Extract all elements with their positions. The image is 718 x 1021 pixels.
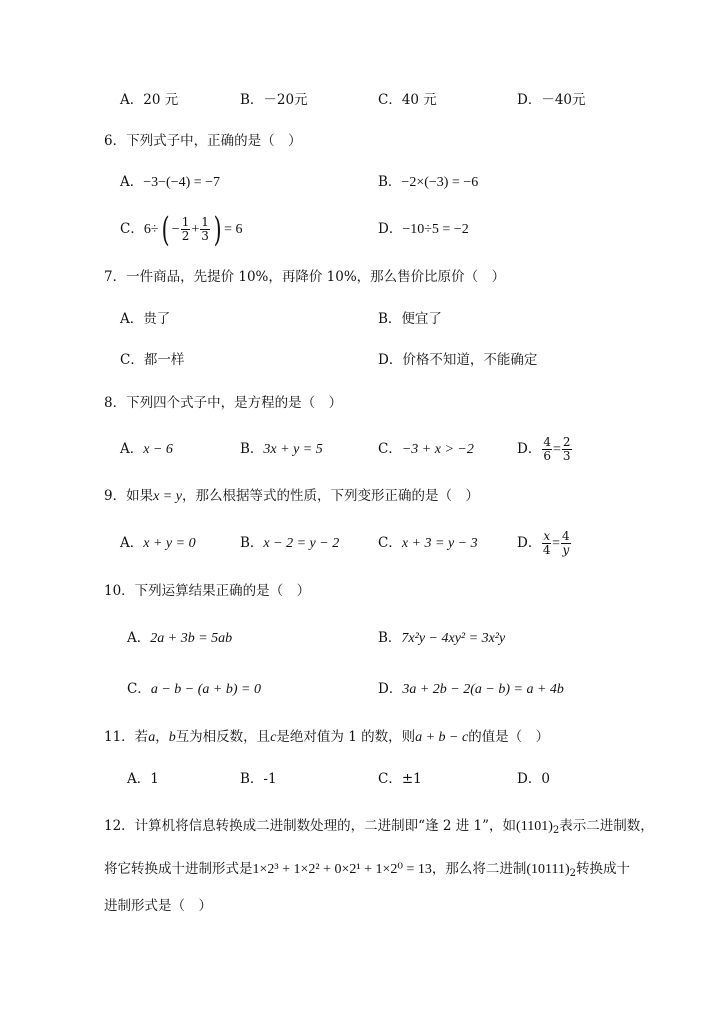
q12-binary-example-base: 2 xyxy=(552,825,560,836)
q11-option-d: D．0 xyxy=(517,771,550,787)
q9-fraction-2 xyxy=(561,530,571,557)
q8-option-a-label: A． xyxy=(120,441,144,457)
q7-stem: 7．一件商品，先提价 10%，再降价 10%，那么售价比原价（ ） xyxy=(104,269,506,285)
fraction-denominator: 6 xyxy=(543,449,551,463)
q12-binary-example: (1101) xyxy=(516,819,553,834)
fraction-numerator: 1 xyxy=(201,215,209,229)
q6-option-c xyxy=(120,207,243,252)
q6-fraction-2 xyxy=(200,216,210,243)
q6-fraction-1 xyxy=(181,216,191,243)
q6-option-a-label: A． xyxy=(120,174,144,190)
q8-option-d-label: D． xyxy=(517,441,542,457)
q10-stem: 10．下列运算结果正确的是（ ） xyxy=(104,583,311,599)
q9-option-b-math: x − 2 = y − 2 xyxy=(263,536,340,551)
q11-stem xyxy=(104,727,549,748)
q6-option-c-label: C． xyxy=(120,221,144,237)
q9-option-d-label: D． xyxy=(517,535,542,551)
q10-option-d xyxy=(378,679,564,700)
q11-option-c: C．±1 xyxy=(378,771,422,787)
q12-line-2-pre: 将它转换成十进制形式是 xyxy=(104,861,253,877)
fraction-denominator: 3 xyxy=(201,229,209,243)
q8-option-c-math: −3 + x > −2 xyxy=(401,442,474,457)
q11-stem-post: 的值是（ ） xyxy=(468,729,550,745)
q5-option-d: D．－40元 xyxy=(517,92,586,108)
q8-option-d xyxy=(517,431,573,468)
q12-binary-target: (10111) xyxy=(526,862,570,877)
q7-option-d: D．价格不知道，不能确定 xyxy=(378,352,538,368)
q7-option-a: A．贵了 xyxy=(120,311,171,327)
fraction-denominator: 2 xyxy=(181,229,190,243)
q9-option-b-label: B． xyxy=(240,535,264,551)
q12-line-2 xyxy=(104,859,630,884)
q9-stem xyxy=(104,486,479,507)
q9-option-c xyxy=(378,533,478,554)
q11-var-b: b xyxy=(168,730,176,745)
q10-option-c-math: a − b − (a + b) = 0 xyxy=(150,682,261,697)
q12-conversion-formula: 1×2³ + 1×2² + 0×2¹ + 1×2⁰ = 13 xyxy=(252,862,432,877)
q12-line-2-mid: ，那么将二进制 xyxy=(431,861,527,877)
q6-option-a-math: −3−(−4) = −7 xyxy=(143,175,221,190)
q6-option-c-pre: 6÷ xyxy=(143,222,159,237)
q8-fraction-1 xyxy=(542,436,552,463)
q11-option-a: A．1 xyxy=(127,771,159,787)
q11-var-c: c xyxy=(270,730,277,745)
q10-option-a-label: A． xyxy=(127,630,151,646)
q11-stem-mid2: 是绝对值为 1 的数，则 xyxy=(276,729,416,745)
q8-option-b-math: 3x + y = 5 xyxy=(263,442,323,457)
q5-option-a: A．20 元 xyxy=(120,92,179,108)
q6-option-c-post: = 6 xyxy=(224,222,243,237)
q9-stem-post: ，那么根据等式的性质，下列变形正确的是（ ） xyxy=(181,488,479,504)
q12-line-1-post: 表示二进制数， xyxy=(559,818,654,834)
fraction-denominator: y xyxy=(562,543,570,557)
q11-comma: ， xyxy=(155,729,169,745)
q6-option-b-math: −2×(−3) = −6 xyxy=(401,175,479,190)
q10-option-c xyxy=(127,679,261,700)
q8-option-c-label: C． xyxy=(378,441,402,457)
equals-sign: = xyxy=(552,536,561,551)
q12-line-2-post: 转换成十 xyxy=(576,861,631,877)
q10-option-b-math: 7x²y − 4xy² = 3x²y xyxy=(401,631,506,646)
q12-line-1-pre: 12．计算机将信息转换成二进制数处理的，二进制即“逢 2 进 1”，如 xyxy=(104,818,517,834)
q9-option-d xyxy=(517,525,572,562)
fraction-numerator: 4 xyxy=(543,435,551,449)
q9-option-a xyxy=(120,533,196,554)
q8-stem: 8．下列四个式子中，是方程的是（ ） xyxy=(104,395,343,411)
q9-option-c-label: C． xyxy=(378,535,402,551)
q10-option-a-math: 2a + 3b = 5ab xyxy=(150,631,233,646)
q6-option-d-math: −10÷5 = −2 xyxy=(402,222,469,237)
q10-option-d-math: 3a + 2b − 2(a − b) = a + 4b xyxy=(402,682,564,697)
q8-option-a xyxy=(120,439,173,460)
fraction-denominator: 3 xyxy=(562,449,571,463)
q8-option-b xyxy=(240,439,323,460)
q10-option-b xyxy=(378,628,505,649)
q6-option-a xyxy=(120,172,220,193)
plus-sign: + xyxy=(191,222,200,237)
q11-stem-mid: 互为相反数，且 xyxy=(175,729,271,745)
q6-option-d-label: D． xyxy=(378,221,403,237)
minus-sign: − xyxy=(171,222,180,237)
q9-option-b xyxy=(240,533,339,554)
fraction-numerator: 2 xyxy=(562,435,571,449)
left-paren: ( xyxy=(161,209,170,250)
q12-binary-target-base: 2 xyxy=(569,868,577,879)
q12-line-1 xyxy=(104,816,654,841)
fraction-numerator: 1 xyxy=(181,215,190,229)
q7-option-b: B．便宜了 xyxy=(378,311,442,327)
q9-stem-pre: 9．如果 xyxy=(104,488,154,504)
q10-option-d-label: D． xyxy=(378,681,403,697)
q11-stem-pre: 11．若 xyxy=(104,729,149,745)
q6-stem: 6．下列式子中，正确的是（ ） xyxy=(104,133,302,149)
q9-fraction-1 xyxy=(542,530,551,557)
q10-option-a xyxy=(127,628,232,649)
fraction-denominator: 4 xyxy=(542,543,551,557)
q11-var-a: a xyxy=(148,730,156,745)
q11-expression: a + b − c xyxy=(415,730,469,745)
q9-option-a-label: A． xyxy=(120,535,144,551)
q8-option-c xyxy=(378,439,474,460)
fraction-numerator: 4 xyxy=(562,529,570,543)
q10-option-b-label: B． xyxy=(378,630,402,646)
q8-option-a-math: x − 6 xyxy=(143,442,173,457)
fraction-numerator: x xyxy=(543,529,551,543)
q6-option-b xyxy=(378,172,478,193)
q10-option-c-label: C． xyxy=(127,681,151,697)
q9-option-c-math: x + 3 = y − 3 xyxy=(401,536,478,551)
q9-option-a-math: x + y = 0 xyxy=(143,536,196,551)
q9-stem-math: x = y xyxy=(153,489,182,504)
q7-option-c: C．都一样 xyxy=(120,352,185,368)
q5-option-b: B．－20元 xyxy=(240,92,308,108)
q8-fraction-2 xyxy=(562,436,572,463)
q12-line-3: 进制形式是（ ） xyxy=(104,898,212,914)
right-paren: ) xyxy=(213,209,222,250)
q5-option-c: C．40 元 xyxy=(378,92,437,108)
q8-option-b-label: B． xyxy=(240,441,264,457)
q6-option-d xyxy=(378,219,469,240)
equals-sign: = xyxy=(552,442,561,457)
q11-option-b: B．-1 xyxy=(240,771,277,787)
q6-option-b-label: B． xyxy=(378,174,402,190)
